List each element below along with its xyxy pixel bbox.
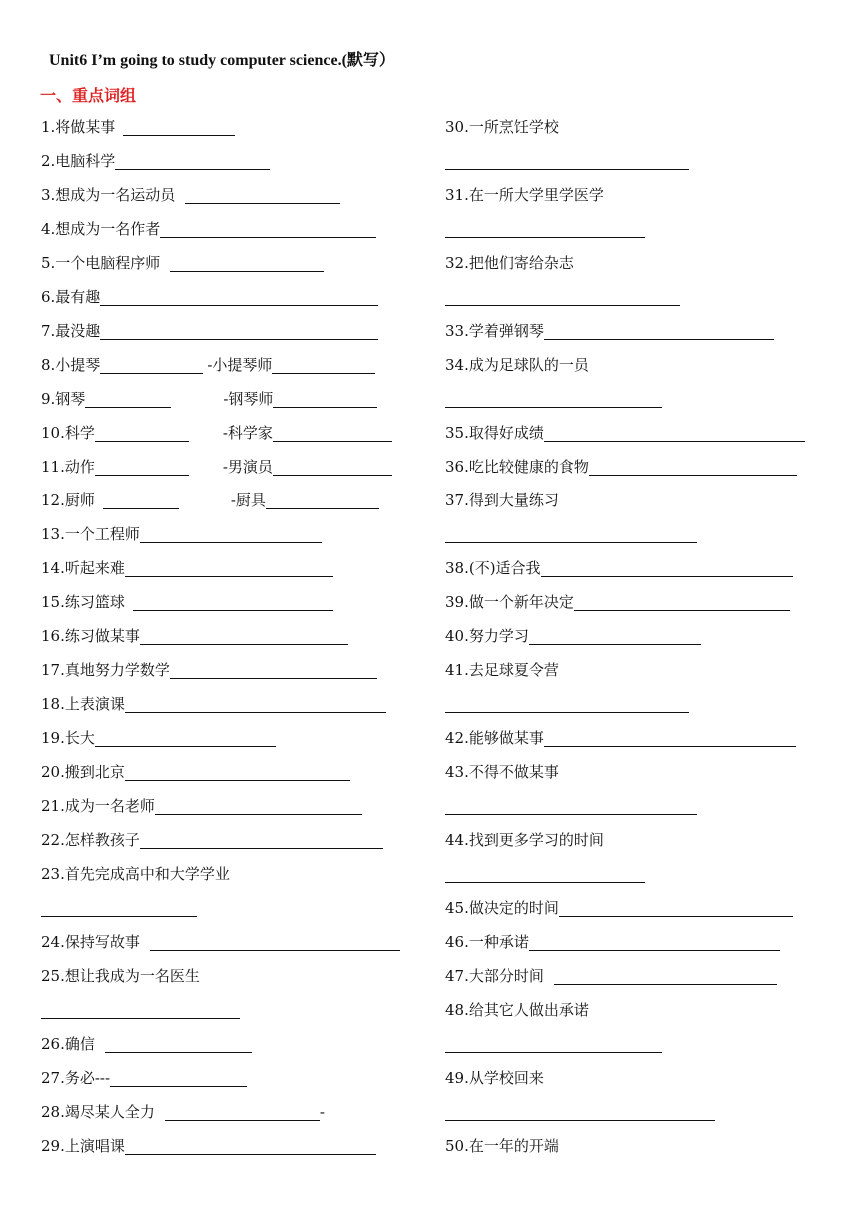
vocab-item — [445, 178, 604, 212]
vocab-item — [41, 382, 377, 416]
answer-blank[interactable] — [125, 690, 386, 713]
vocab-prompt: 45.做决定的时间 — [445, 898, 559, 917]
answer-blank[interactable] — [445, 147, 689, 170]
vocab-item — [445, 721, 796, 755]
vocab-prompt: 26.确信 — [41, 1034, 95, 1053]
vocab-item — [41, 1095, 325, 1129]
vocab-prompt-secondary: -男演员 — [222, 457, 273, 476]
vocab-item — [41, 110, 235, 144]
answer-blank[interactable] — [100, 351, 203, 374]
answer-blank[interactable] — [544, 317, 774, 340]
vocab-item — [445, 1129, 559, 1163]
vocab-prompt: 43.不得不做某事 — [445, 763, 559, 782]
vocab-prompt: 24.保持写故事 — [41, 932, 140, 951]
vocab-prompt: 46.一种承诺 — [445, 932, 529, 951]
vocab-item — [41, 1129, 376, 1163]
answer-blank[interactable] — [110, 1064, 247, 1087]
answer-blank[interactable] — [100, 283, 378, 306]
vocab-prompt: 47.大部分时间 — [445, 966, 544, 985]
vocab-prompt: 30.一所烹饪学校 — [445, 118, 559, 136]
vocab-item — [41, 314, 378, 348]
vocab-prompt: 40.努力学习 — [445, 627, 529, 646]
vocab-prompt: 4.想成为一名作者 — [41, 219, 161, 238]
answer-blank[interactable] — [95, 419, 189, 442]
answer-blank[interactable] — [95, 724, 276, 747]
vocab-item — [445, 959, 777, 993]
answer-blank[interactable] — [133, 588, 333, 611]
answer-blank[interactable] — [589, 453, 797, 476]
vocab-prompt: 28.竭尽某人全力 — [41, 1102, 155, 1121]
vocab-prompt: 13.一个工程师 — [41, 525, 140, 544]
vocab-item — [445, 450, 797, 484]
vocab-item — [445, 925, 780, 959]
vocab-prompt: 36.吃比较健康的食物 — [445, 457, 589, 476]
answer-blank[interactable] — [445, 1030, 662, 1053]
answer-blank[interactable] — [559, 894, 793, 917]
answer-blank[interactable] — [41, 996, 240, 1019]
vocab-prompt: 20.搬到北京 — [41, 763, 125, 782]
vocab-prompt-secondary: -科学家 — [222, 423, 273, 442]
vocab-prompt: 41.去足球夏令营 — [445, 661, 559, 680]
answer-blank[interactable] — [554, 962, 777, 985]
vocab-prompt: 31.在一所大学里学医学 — [445, 185, 604, 204]
answer-blank[interactable] — [185, 181, 340, 204]
answer-blank[interactable] — [544, 419, 805, 442]
vocab-prompt: 9.钢琴 — [41, 389, 86, 408]
vocab-item — [445, 551, 793, 585]
vocab-prompt: 38.(不)适合我 — [445, 559, 541, 578]
vocab-item — [41, 823, 383, 857]
vocab-prompt-secondary: -钢琴师 — [223, 389, 274, 408]
vocab-prompt: 18.上表演课 — [41, 695, 125, 714]
answer-blank[interactable] — [170, 249, 324, 272]
answer-blank[interactable] — [445, 215, 645, 238]
vocab-item — [41, 1027, 252, 1061]
vocab-item — [41, 416, 392, 450]
answer-blank[interactable] — [115, 147, 270, 170]
vocab-prompt: 37.得到大量练习 — [445, 491, 559, 510]
answer-blank[interactable] — [445, 1098, 715, 1121]
vocab-item — [41, 585, 333, 619]
vocab-prompt: 11.动作 — [41, 457, 95, 476]
vocab-prompt: 8.小提琴 — [41, 355, 101, 374]
answer-blank[interactable] — [105, 1030, 252, 1053]
vocab-item — [445, 110, 559, 144]
vocab-prompt: 19.长大 — [41, 729, 95, 748]
answer-blank[interactable] — [155, 792, 362, 815]
vocab-prompt: 42.能够做某事 — [445, 729, 544, 748]
answer-blank[interactable] — [140, 826, 383, 849]
answer-blank[interactable] — [170, 656, 377, 679]
vocab-item — [445, 314, 774, 348]
answer-blank[interactable] — [100, 317, 378, 340]
vocab-prompt: 23.首先完成高中和大学学业 — [41, 864, 230, 883]
vocab-item — [41, 144, 270, 178]
vocab-item — [41, 483, 379, 517]
vocab-item — [445, 212, 645, 246]
vocab-item — [445, 619, 701, 653]
vocab-prompt: 6.最有趣 — [41, 287, 101, 306]
answer-blank[interactable] — [266, 486, 379, 509]
vocab-item — [445, 246, 574, 280]
vocab-item — [445, 416, 805, 450]
answer-blank[interactable] — [445, 520, 697, 543]
vocab-item — [445, 823, 604, 857]
vocab-prompt: 39.做一个新年决定 — [445, 593, 574, 612]
vocab-prompt: 12.厨师 — [41, 491, 95, 510]
answer-blank[interactable] — [445, 860, 645, 883]
answer-blank[interactable] — [273, 385, 377, 408]
trailing-mark: - — [319, 1102, 325, 1121]
vocab-item — [445, 1061, 544, 1095]
vocab-prompt: 48.给其它人做出承诺 — [445, 1000, 589, 1019]
vocab-prompt-secondary: -小提琴师 — [207, 355, 273, 374]
vocab-item — [41, 348, 375, 382]
vocab-item — [41, 891, 197, 925]
answer-blank[interactable] — [150, 928, 400, 951]
vocab-item — [41, 721, 276, 755]
vocab-prompt: 25.想让我成为一名医生 — [41, 966, 200, 985]
vocab-item — [41, 450, 392, 484]
answer-blank[interactable] — [273, 419, 392, 442]
answer-blank[interactable] — [125, 554, 333, 577]
vocab-prompt: 21.成为一名老师 — [41, 797, 155, 815]
vocab-prompt: 3.想成为一名运动员 — [41, 185, 176, 204]
page-title: Unit6 I’m going to study computer science.(默写） — [49, 52, 395, 69]
vocab-prompt: 50.在一年的开端 — [445, 1136, 559, 1155]
vocab-item — [445, 789, 697, 823]
vocab-prompt: 22.怎样教孩子 — [41, 830, 140, 849]
vocab-prompt: 1.将做某事 — [41, 118, 116, 136]
vocab-item — [41, 178, 340, 212]
vocab-item — [445, 653, 559, 687]
vocab-prompt: 27.务必--- — [41, 1068, 111, 1087]
answer-blank[interactable] — [125, 758, 350, 781]
vocab-item — [41, 993, 240, 1027]
vocab-item — [445, 348, 589, 382]
vocab-prompt: 49.从学校回来 — [445, 1068, 544, 1087]
vocab-prompt: 16.练习做某事 — [41, 627, 140, 646]
answer-blank[interactable] — [272, 351, 375, 374]
vocab-item — [445, 517, 697, 551]
vocab-item — [41, 1061, 247, 1095]
vocab-item — [445, 280, 680, 314]
answer-blank[interactable] — [273, 453, 392, 476]
answer-blank[interactable] — [529, 622, 701, 645]
vocab-prompt: 35.取得好成绩 — [445, 423, 544, 442]
answer-blank[interactable] — [160, 215, 376, 238]
vocab-item — [445, 993, 589, 1027]
vocab-item — [41, 619, 348, 653]
vocab-prompt: 29.上演唱课 — [41, 1136, 125, 1155]
vocab-prompt: 7.最没趣 — [41, 321, 101, 340]
vocab-item — [445, 483, 559, 517]
vocab-item — [41, 959, 200, 993]
answer-blank[interactable] — [95, 453, 189, 476]
vocab-prompt: 17.真地努力学数学 — [41, 661, 170, 680]
vocab-prompt: 44.找到更多学习的时间 — [445, 830, 604, 849]
vocab-item — [445, 382, 662, 416]
answer-blank[interactable] — [123, 113, 235, 136]
vocab-item — [445, 891, 793, 925]
vocab-prompt: 33.学着弹钢琴 — [445, 321, 544, 340]
vocab-item — [41, 653, 377, 687]
vocab-item — [445, 755, 559, 789]
vocab-item — [41, 789, 362, 823]
vocab-prompt: 14.听起来难 — [41, 559, 125, 578]
vocab-prompt: 32.把他们寄给杂志 — [445, 253, 574, 272]
answer-blank[interactable] — [445, 283, 680, 306]
vocab-item — [445, 144, 689, 178]
answer-blank[interactable] — [140, 520, 322, 543]
answer-blank[interactable] — [103, 486, 179, 509]
vocab-item — [445, 857, 645, 891]
vocab-prompt-secondary: -厨具 — [230, 491, 266, 510]
vocab-prompt: 34.成为足球队的一员 — [445, 355, 589, 374]
vocab-prompt: 5.一个电脑程序师 — [41, 253, 161, 272]
answer-blank[interactable] — [574, 588, 790, 611]
vocab-item — [41, 280, 378, 314]
section-heading: 一、重点词组 — [40, 86, 137, 105]
answer-blank[interactable] — [445, 792, 697, 815]
answer-blank[interactable] — [125, 1132, 376, 1155]
vocab-item — [445, 1095, 715, 1129]
vocab-item — [41, 246, 324, 280]
answer-blank[interactable] — [85, 385, 171, 408]
answer-blank[interactable] — [140, 622, 348, 645]
answer-blank[interactable] — [165, 1098, 320, 1121]
answer-blank[interactable] — [41, 894, 197, 917]
answer-blank[interactable] — [544, 724, 796, 747]
vocab-item — [41, 212, 376, 246]
vocab-item — [41, 551, 333, 585]
vocab-prompt: 2.电脑科学 — [41, 151, 116, 170]
vocab-prompt: 10.科学 — [41, 423, 95, 442]
answer-blank[interactable] — [529, 928, 780, 951]
answer-blank[interactable] — [445, 385, 662, 408]
vocab-item — [445, 687, 689, 721]
vocab-item — [445, 1027, 662, 1061]
answer-blank[interactable] — [541, 554, 793, 577]
vocab-item — [41, 687, 386, 721]
vocab-item — [41, 517, 322, 551]
vocab-item — [445, 585, 790, 619]
vocab-item — [41, 857, 230, 891]
vocab-item — [41, 925, 400, 959]
vocab-item — [41, 755, 350, 789]
answer-blank[interactable] — [445, 690, 689, 713]
vocab-prompt: 15.练习篮球 — [41, 593, 125, 612]
